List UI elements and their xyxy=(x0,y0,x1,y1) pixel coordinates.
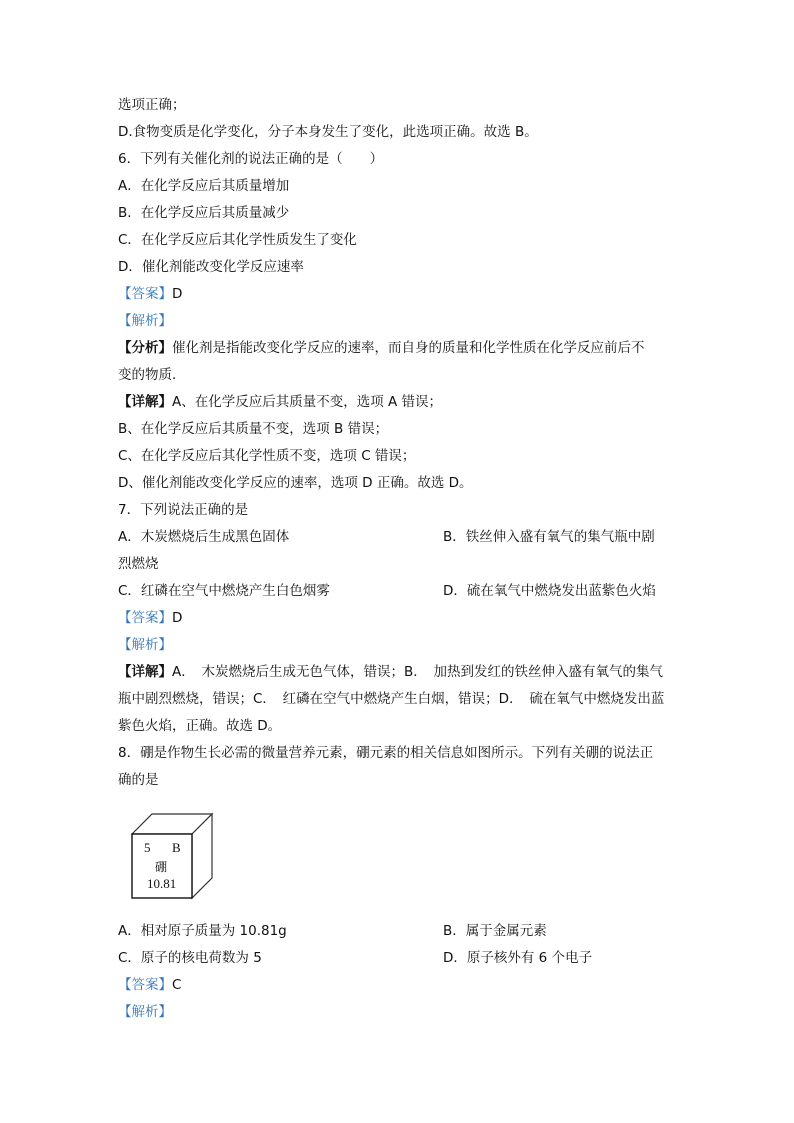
option-b-cont: 烈燃烧 xyxy=(118,556,159,572)
question-6 xyxy=(118,146,678,497)
answer-label: 【答案】 xyxy=(118,977,172,993)
detail-text: D、催化剂能改变化学反应的速率，选项 D 正确。故选 D。 xyxy=(118,475,473,491)
detail-label: 【详解】 xyxy=(118,394,172,410)
option-a: A．在化学反应后其质量增加 xyxy=(118,178,290,194)
options-row xyxy=(118,945,678,972)
detail-text: A． 木炭燃烧后生成无色气体，错误；B． 加热到发红的铁丝伸入盛有氧气的集气 xyxy=(172,664,663,680)
answer-line xyxy=(118,605,678,632)
detail-text: A、在化学反应后其质量不变，选项 A 错误； xyxy=(172,394,443,410)
analysis-line xyxy=(118,308,678,335)
option-c: C．红磷在空气中燃烧产生白色烟雾 xyxy=(118,583,330,599)
answer-value: D xyxy=(172,286,183,302)
analysis-label: 【解析】 xyxy=(118,1004,172,1020)
element-cube-figure xyxy=(130,812,250,912)
answer-value: C xyxy=(172,977,182,993)
fenxi-text-cont: 变的物质． xyxy=(118,367,186,383)
question-stem: 7．下列说法正确的是 xyxy=(118,502,249,518)
detail-text: B、在化学反应后其质量不变，选项 B 错误； xyxy=(118,421,389,437)
question-stem: 8．硼是作物生长必需的微量营养元素，硼元素的相关信息如图所示。下列有关硼的说法正 xyxy=(118,745,654,761)
text-line: D.食物变质是化学变化，分子本身发生了变化，此选项正确。故选 B。 xyxy=(118,124,538,140)
option-c: C．原子的核电荷数为 5 xyxy=(118,950,262,966)
answer-line xyxy=(118,972,678,999)
analysis-line xyxy=(118,999,678,1026)
detail-text: 瓶中剧烈燃烧，错误；C． 红磷在空气中燃烧产生白烟，错误；D． 硫在氧气中燃烧发出蓝 xyxy=(118,691,665,707)
option-d: D．原子核外有 6 个电子 xyxy=(443,950,593,966)
option-c: C．在化学反应后其化学性质发生了变化 xyxy=(118,232,357,248)
document-page xyxy=(118,92,678,1026)
option-d: D．硫在氧气中燃烧发出蓝紫色火焰 xyxy=(443,583,656,599)
detail-text: 紫色火焰，正确。故选 D。 xyxy=(118,718,282,734)
element-symbol: B xyxy=(172,840,181,855)
analysis-label: 【解析】 xyxy=(118,313,172,329)
answer-line xyxy=(118,281,678,308)
option-b: B．属于金属元素 xyxy=(443,923,547,939)
answer-label: 【答案】 xyxy=(118,610,172,626)
option-b: B．在化学反应后其质量减少 xyxy=(118,205,290,221)
text-line: 选项正确； xyxy=(118,97,186,113)
cube-outline-icon xyxy=(130,812,250,912)
fenxi-text: 催化剂是指能改变化学反应的速率，而自身的质量和化学性质在化学反应前后不 xyxy=(172,340,645,356)
options-row xyxy=(118,578,678,605)
question-stem-cont: 确的是 xyxy=(118,772,159,788)
question-7 xyxy=(118,497,678,740)
detail-line xyxy=(118,389,678,416)
question-stem: 6．下列有关催化剂的说法正确的是（ ） xyxy=(118,151,384,167)
atomic-number: 5 xyxy=(144,840,151,855)
question-8 xyxy=(118,740,678,1026)
fenxi-label: 【分析】 xyxy=(118,340,172,356)
detail-line xyxy=(118,659,678,686)
analysis-label: 【解析】 xyxy=(118,637,172,653)
answer-value: D xyxy=(172,610,183,626)
option-a: A．相对原子质量为 10.81g xyxy=(118,923,287,939)
options-row xyxy=(118,918,678,945)
analysis-line xyxy=(118,632,678,659)
detail-text: C、在化学反应后其化学性质不变，选项 C 错误； xyxy=(118,448,416,464)
options-row xyxy=(118,524,678,551)
fenxi-line xyxy=(118,335,678,362)
option-a: A．木炭燃烧后生成黑色固体 xyxy=(118,529,290,545)
detail-label: 【详解】 xyxy=(118,664,172,680)
option-d: D．催化剂能改变化学反应速率 xyxy=(118,259,304,275)
answer-label: 【答案】 xyxy=(118,286,172,302)
atomic-mass: 10.81 xyxy=(147,876,177,891)
element-name: 硼 xyxy=(155,860,168,874)
option-b: B．铁丝伸入盛有氧气的集气瓶中剧 xyxy=(443,529,655,545)
